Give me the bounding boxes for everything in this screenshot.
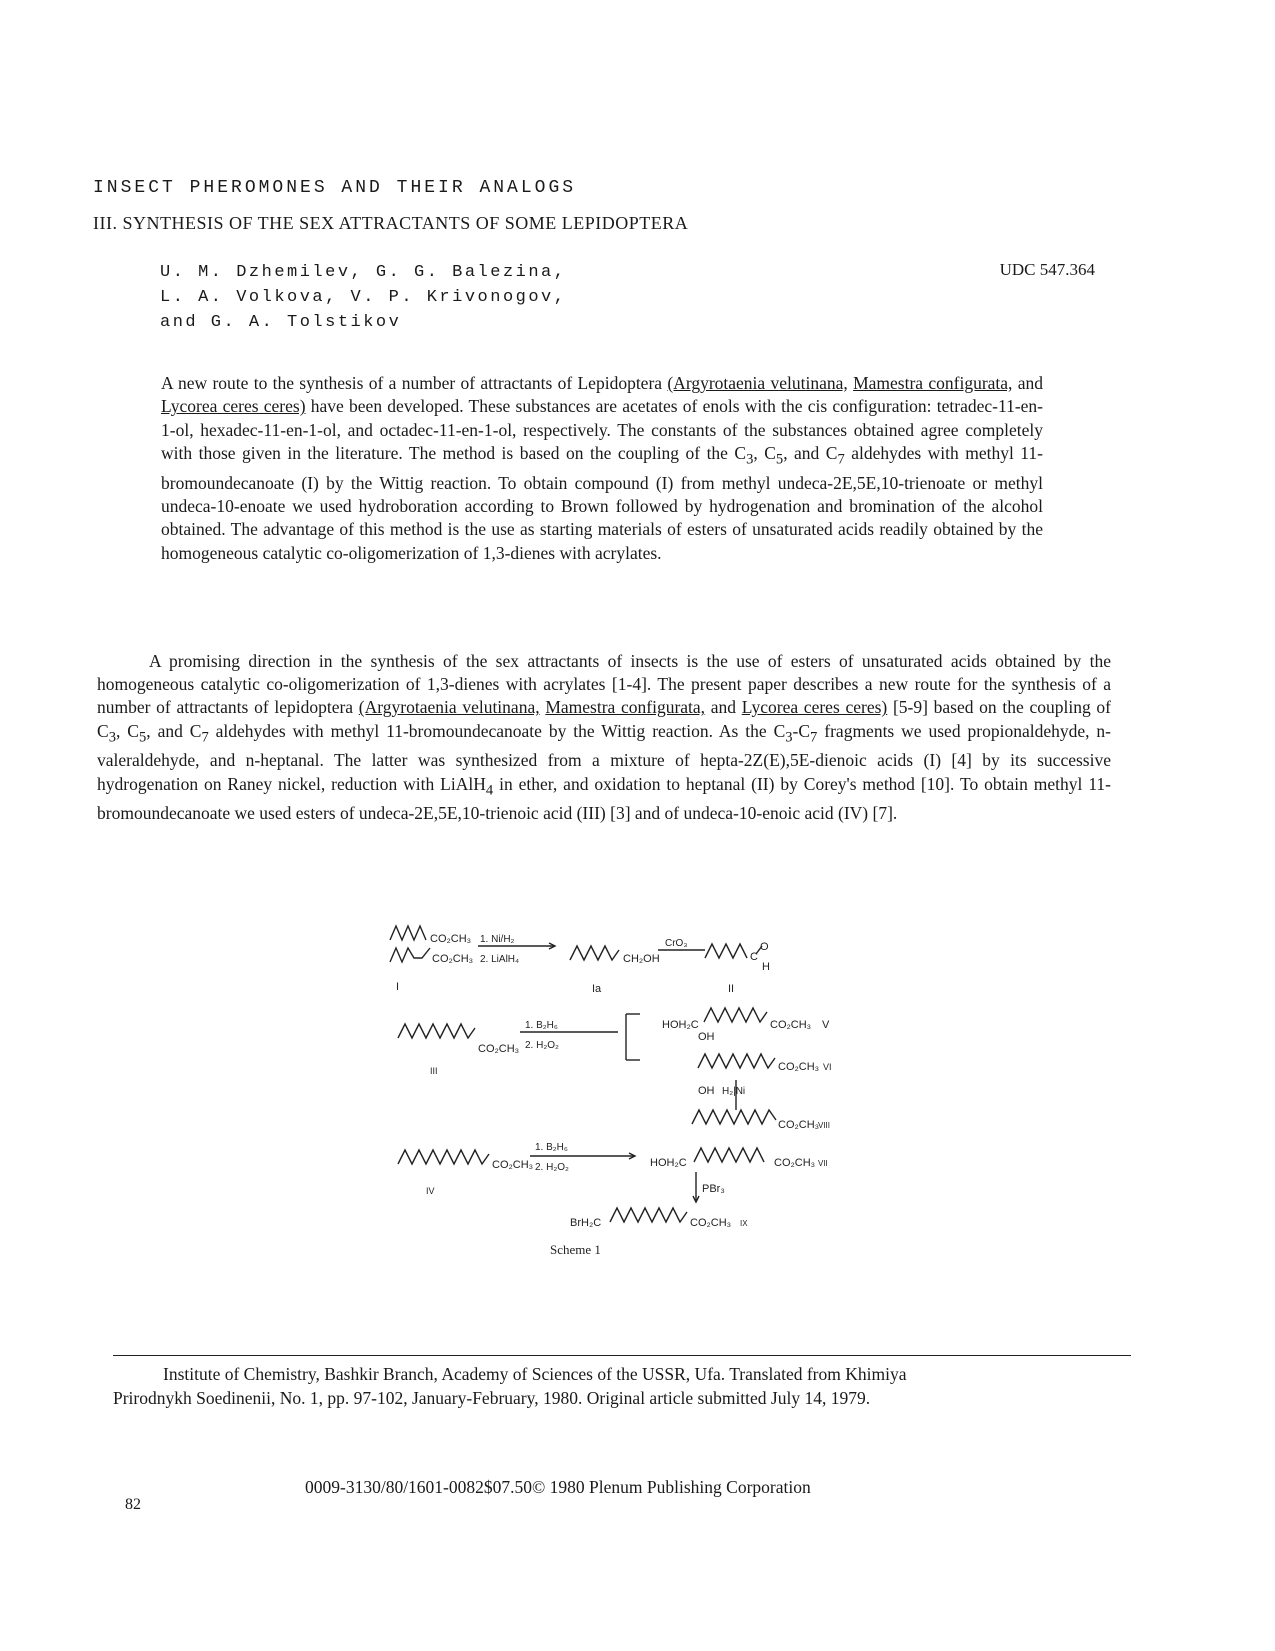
reagent-label: 1. B₂H₆ [535, 1142, 568, 1153]
species-name: Mamestra configurata, [853, 373, 1013, 393]
affiliation-footnote [113, 1362, 1133, 1410]
compound-label: III [430, 1066, 438, 1076]
chain-bond [390, 948, 430, 962]
compound-label: IV [426, 1186, 435, 1196]
species-name: (Argyrotaenia velutinana, [667, 373, 848, 393]
compound-label: V [822, 1019, 830, 1031]
group-label: H [762, 961, 770, 973]
species-name: Lycorea ceres ceres) [741, 697, 888, 718]
author-line: L. A. Volkova, V. P. Krivonogov, [160, 288, 567, 307]
chain-bond [570, 946, 619, 960]
group-label: O [760, 941, 769, 953]
page-number: 82 [125, 1496, 141, 1513]
species-name: (Argyrotaenia velutinana, [358, 697, 540, 718]
intro-paragraph: A promising direction in the synthesis of the sex attractants of insects is the use of esters of unsaturated acids obtained by the homogeneous catalytic co-oligomerization of 1,3-dienes with acrylates [1-4]. The present paper describes a new route for the synthesis of a number of attractants of lepidoptera (Argyrotaenia velutinana, Mamestra configurata, and Lycorea ceres ceres) [5-9] based on the coupling of $C_3$, $C_5$, and $C_7$ aldehydes with methyl 11-bromoundecanoate by the Wittig reaction. As the $C_3-C_7$ fragments we used propionaldehyde, n-valeraldehyde, and n-heptanal. The latter was synthesized from a mixture of hepta-2Z(E),5E-dienoic acids (I) [4] by its successive hydrogenation on Raney nickel, reduction with LiAlH$_4$ in ether, and oxidation to heptanal (II) by Corey's method [10]. To obtain methyl 11-bromoundecanoate we used esters of undeca-2E,5E,10-trienoic acid (III) [3] and of undeca-10-enoic acid (IV) [7]. [97, 651, 1112, 824]
author-line: U. M. Dzhemilev, G. G. Balezina, [160, 263, 567, 282]
chain-bond [694, 1148, 764, 1162]
reagent-label: PBr₃ [702, 1183, 725, 1195]
reagent-label: H₂|Ni [722, 1086, 746, 1097]
group-label: CO₂CH₃ [770, 1019, 812, 1031]
chain-bond [705, 944, 747, 958]
abstract: A new route to the synthesis of a number of attractants of Lepidoptera (Argyrotaenia velutinana, Mamestra configurata, and Lycorea ceres ceres) have been developed. These substances are acetates of enols with the cis configuration: tetradec-11-en-1-ol, hexadec-11-en-1-ol, and octadec-11-en-1-ol, respectively. The constants of the substances obtained agree completely with those given in the literature. The method is based on the coupling of the $C_3$, $C_5$, and $C_7$ aldehydes with methyl 11-bromoundecanoate (I) by the Wittig reaction. To obtain compound (I) from methyl undeca-2E,5E,10-trienoate or methyl undeca-10-enoate we used hydroboration according to Brown followed by hydrogenation and bromination of the alcohol obtained. The advantage of this method is the use as starting materials of esters of unsaturated acids readily obtained by the homogeneous catalytic co-oligomerization of 1,3-dienes with acrylates. [161, 373, 1043, 563]
series-title: INSECT PHEROMONES AND THEIR ANALOGS [93, 178, 577, 198]
chain-bond [390, 926, 426, 940]
author-list [160, 260, 566, 335]
chain-bond [398, 1150, 489, 1164]
reagent-label: 2. H₂O₂ [525, 1040, 559, 1051]
compound-label: VII [818, 1159, 828, 1168]
group-label: C [750, 951, 758, 963]
compound-label: Ia [592, 983, 602, 995]
species-name: Mamestra configurata, [545, 697, 706, 718]
reagent-label: 2. LiAlH₄ [480, 954, 520, 965]
group-label: CO₂CH₃ [492, 1159, 534, 1171]
reagent-label: 1. B₂H₆ [525, 1020, 558, 1031]
reagent-label: 2. H₂O₂ [535, 1162, 569, 1173]
compound-label: VIII [818, 1121, 831, 1130]
group-label: CO₂CH₃ [430, 933, 472, 945]
paper-title: III. SYNTHESIS OF THE SEX ATTRACTANTS OF SOME LEPIDOPTERA [93, 213, 689, 233]
group-label: CO₂CH₃ [774, 1157, 816, 1169]
chain-bond [398, 1024, 475, 1038]
species-name: Lycorea ceres ceres) [161, 396, 306, 417]
group-label: CO₂CH₃ [778, 1061, 820, 1073]
reagent-label: 1. Ni/H₂ [480, 934, 515, 945]
chain-bond [610, 1208, 687, 1222]
affiliation-line: Prirodnykh Soedinenii, No. 1, pp. 97-102, January-February, 1980. Original article submitted July 14, 1979. [113, 1388, 871, 1408]
affiliation-line: Institute of Chemistry, Bashkir Branch, Academy of Sciences of the USSR, Ufa. Translated from Khimiya [163, 1364, 907, 1384]
group-label: OH [698, 1085, 715, 1097]
group-label: BrH₂C [570, 1217, 602, 1229]
compound-label: II [728, 983, 735, 995]
group-label: CO₂CH₃ [778, 1119, 820, 1131]
group-label: HOH₂C [650, 1157, 687, 1169]
group-label: CO₂CH₃ [690, 1217, 732, 1229]
compound-label: VI [823, 1062, 832, 1072]
group-label: CO₂CH₃ [432, 953, 474, 965]
udc-code: UDC 547.364 [999, 260, 1095, 279]
group-label: CO₂CH₃ [478, 1043, 520, 1055]
chain-bond [704, 1008, 767, 1022]
group-label: HOH₂C [662, 1019, 699, 1031]
chain-bond [698, 1054, 775, 1068]
reagent-label: CrO₃ [665, 938, 688, 949]
group-label: CH₂OH [623, 953, 660, 965]
compound-label: I [396, 981, 400, 993]
chain-bond [692, 1110, 776, 1124]
footnote-divider [113, 1355, 1131, 1356]
reaction-scheme [360, 910, 880, 1270]
scheme-caption: Scheme 1 [550, 1242, 601, 1257]
compound-label: IX [740, 1219, 748, 1228]
copyright-line: 0009-3130/80/1601-0082$07.50© 1980 Plenum Publishing Corporation [305, 1477, 811, 1497]
group-label: OH [698, 1031, 715, 1043]
author-line: and G. A. Tolstikov [160, 313, 402, 332]
